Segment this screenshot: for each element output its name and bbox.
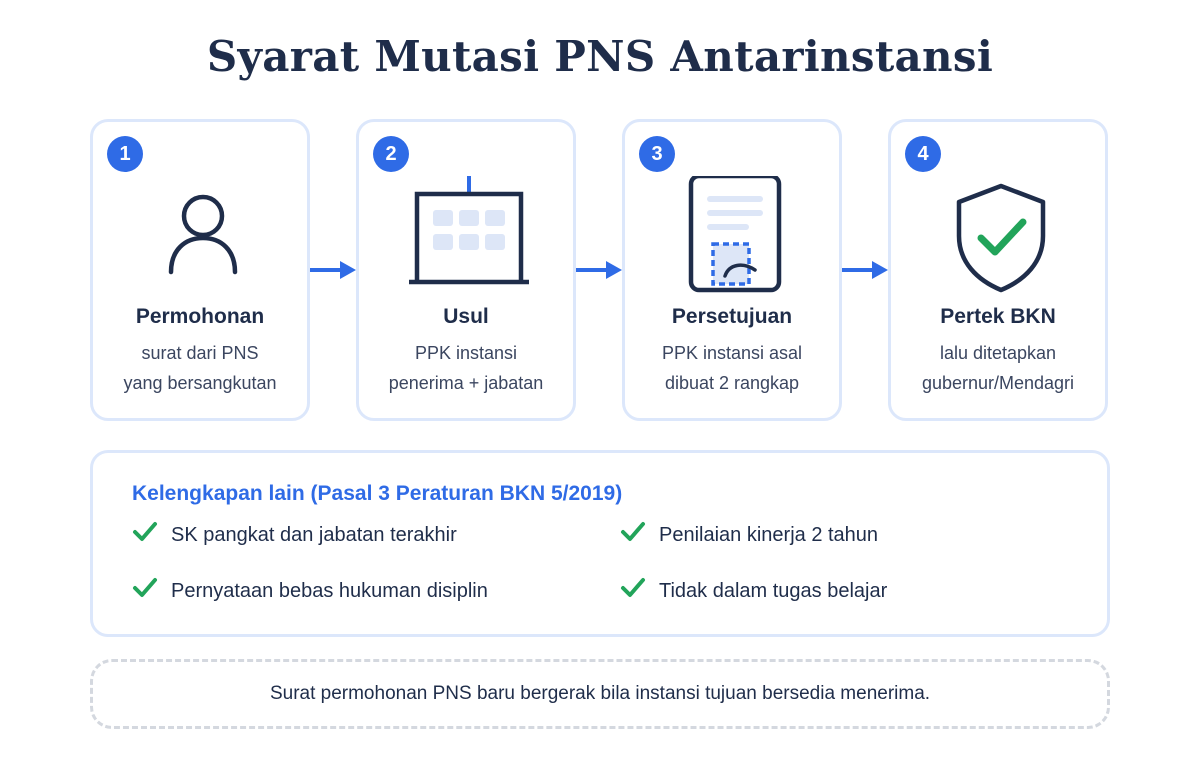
step-description-line: dibuat 2 rangkap [664, 373, 800, 393]
step-description-line: gubernur/Mendagri [921, 373, 1075, 393]
stamped-document-icon [675, 176, 795, 296]
step-title: Persetujuan [671, 305, 793, 328]
step-description-line: surat dari PNS [141, 343, 259, 363]
step-number-badge: 2 [373, 136, 409, 172]
step-description-line: PPK instansi asal [661, 343, 803, 363]
arrow-right-icon [574, 259, 624, 281]
step-number-badge: 3 [639, 136, 675, 172]
arrow-right-icon [308, 259, 358, 281]
step-card-pertek-bkn [888, 119, 1108, 421]
step-card-permohonan [90, 119, 310, 421]
step-title: Pertek BKN [940, 305, 1056, 328]
step-description-line: yang bersangkutan [123, 373, 277, 393]
footer-note [90, 659, 1110, 729]
step-description-line: penerima + jabatan [388, 373, 544, 393]
step-number-badge: 4 [905, 136, 941, 172]
step-number-badge: 1 [107, 136, 143, 172]
arrow-right-icon [840, 259, 890, 281]
person-icon [143, 176, 263, 296]
footer-note-text: Surat permohonan PNS baru bergerak bila instansi tujuan bersedia menerima. [269, 683, 931, 704]
requirement-text: Penilaian kinerja 2 tahun [659, 524, 879, 546]
check-icon [132, 521, 158, 543]
requirements-title: Kelengkapan lain (Pasal 3 Peraturan BKN 5/2019) [132, 482, 623, 505]
step-card-persetujuan [622, 119, 842, 421]
requirement-text: Tidak dalam tugas belajar [659, 580, 888, 602]
step-card-usul [356, 119, 576, 421]
page-title: Syarat Mutasi PNS Antarinstansi [206, 32, 994, 81]
step-title: Permohonan [135, 305, 265, 328]
additional-requirements-box [90, 450, 1110, 637]
step-title: Usul [443, 305, 489, 328]
requirement-text: Pernyataan bebas hukuman disiplin [171, 580, 488, 602]
building-icon [409, 176, 529, 296]
check-icon [620, 577, 646, 599]
shield-check-icon [941, 176, 1061, 296]
check-icon [620, 521, 646, 543]
step-description-line: PPK instansi [414, 343, 518, 363]
step-description-line: lalu ditetapkan [939, 343, 1057, 363]
requirement-text: SK pangkat dan jabatan terakhir [171, 524, 457, 546]
check-icon [132, 577, 158, 599]
